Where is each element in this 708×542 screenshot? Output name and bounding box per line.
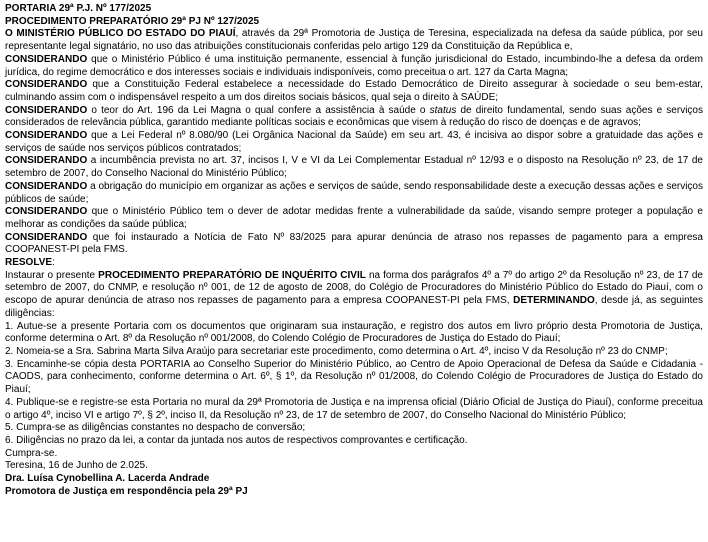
text-segment: Dra. Luísa Cynobellina A. Lacerda Andrade [5,473,210,485]
considerando-7 [5,206,703,231]
procedimento-number [5,16,703,29]
text-segment: que o Ministério Público tem o dever de adotar medidas frente a vulnerabilidade da saúde, visando sempre proteger a população e melhorar as condições da saúde pública; [5,206,703,230]
text-segment: , através da 29ª Promotoria de Justiça de Teresina, especializada na defesa da saúde pública, por seu representante legal signatário, no uso das atribuições constitucionais conferidas pelo artigo 129 da Constituição da República e, [5,28,703,53]
portaria-number [5,3,703,16]
text-segment: o teor do Art. 196 da Lei Magna o qual confere a assistência à saúde o [87,104,430,116]
considerando-2 [5,79,703,104]
text-segment: O MINISTÉRIO PÚBLICO DO ESTADO DO PIAUÍ [5,28,236,40]
text-segment: PROCEDIMENTO PREPARATÓRIO DE INQUÉRITO CIVIL [98,269,366,281]
resolve-heading [5,257,703,270]
text-segment: CONSIDERANDO [5,180,88,192]
text-segment: PROCEDIMENTO PREPARATÓRIO 29ª PJ Nº 127/2025 [5,15,260,27]
diligencia-4 [5,397,703,422]
text-segment: Promotora de Justiça em respondência pela 29ª PJ [5,485,248,497]
text-segment: que o Ministério Público é uma instituição permanente, essencial à função jurisdicional do Estado, incumbindo-lhe a defesa da ordem jurídica, do regime democrático e dos interesses sociais e individuais indisponíveis, como preceitua o art. 127 da Carta Magna; [5,53,703,78]
text-segment: , desde já, as seguintes diligências: [5,295,703,319]
diligencia-3 [5,359,703,397]
preamble [5,28,703,53]
text-segment: CONSIDERANDO [5,104,88,116]
text-segment: na forma dos parágrafos 4º a 7º do artigo 2º da Resolução nº 23, de 17 de setembro de 2007, do CNMP, e resolução nº 001, de 12 de agosto de 2008, do Colégio de Procuradores do Ministério Público do Estado do Piauí, com o escopo de apurar denúncia de atraso nos repasses de pagamento para a empresa COOPANEST-PI pela FMS, [5,269,703,307]
signature-name [5,473,703,486]
text-segment: 1. Autue-se a presente Portaria com os documentos que originaram sua instauração, e registro dos autos em livro próprio desta Promotoria de Justiça, conforme determina o Art. 8º da Resolução nº 001/2008, do Colendo Colégio de Procuradores de Justiça do Estado do Piauí; [5,320,703,345]
text-segment: 3. Encaminhe-se cópia desta PORTARIA ao Conselho Superior do Ministério Público, ao Centro de Apoio Operacional de Defesa da Saúde e Cidadania - CAODS, para conhecimento, conforme determina o Art. 6º, § 1º, da Resolução nº 01/2008, do Colendo Colégio de Procuradores de Justiça do Estado do Piauí; [5,358,703,396]
resolve-body [5,270,703,321]
text-segment: 5. Cumpra-se as diligências constantes no despacho de conversão; [5,422,306,434]
considerando-6 [5,181,703,206]
text-segment: de direito fundamental, sendo suas ações e serviços considerados de relevância pública, garantido mediante políticas sociais e econômicas que visem à redução do risco de doenças e de agravos; [5,104,703,129]
text-segment: CONSIDERANDO [5,155,88,167]
text-segment: Instaurar o presente [5,269,99,281]
diligencia-6 [5,435,703,448]
text-segment: Teresina, 16 de Junho de 2.025. [5,460,148,472]
text-segment: que a Constituição Federal estabelece a necessidade do Estado Democrático de Direito assegurar à sociedade o seu bem-estar, culminando assim com o indispensável respeito a um dos direitos sociais básicos, qual seja o direito à SAÚDE; [5,79,703,103]
text-segment: a obrigação do município em organizar as ações e serviços de saúde, sendo responsabilidade deste a execução dessas ações e serviços públicos de saúde; [5,180,703,205]
considerando-4 [5,130,703,155]
text-segment: que a Lei Federal nº 8.080/90 (Lei Orgânica Nacional da Saúde) em seu art. 43, é incisiva ao dispor sobre a gratuidade das ações e serviços de saúde nos serviços públicos contratados; [5,130,703,154]
diligencia-2 [5,346,703,359]
text-segment: que foi instaurado a Notícia de Fato Nº 83/2025 para apurar denúncia de atraso nos repasses de pagamento para a empresa COOPANEST-PI pela FMS. [5,231,703,256]
place-date [5,460,703,473]
text-segment: Cumpra-se. [5,447,58,459]
text-segment: : [52,257,55,269]
signature-role [5,486,703,499]
text-segment: CONSIDERANDO [5,206,88,218]
considerando-1 [5,54,703,79]
text-segment: DETERMINANDO [513,295,595,307]
considerando-3 [5,105,703,130]
diligencia-1 [5,321,703,346]
text-segment: 6. Diligências no prazo da lei, a contar da juntada nos autos de respectivos comprovantes e certificação. [5,434,468,446]
closing-order [5,448,703,461]
text-segment: 2. Nomeia-se a Sra. Sabrina Marta Silva Araújo para secretariar este procedimento, como determina o Art. 4º, inciso V da Resolução nº 23 do CNMP; [5,345,668,357]
diligencia-5 [5,422,703,435]
text-segment: CONSIDERANDO [5,53,88,65]
text-segment: status [429,104,457,116]
text-segment: 4. Publique-se e registre-se esta Portaria no mural da 29ª Promotoria de Justiça e na imprensa oficial (Diário Oficial de Justiça do Piauí), conforme preceitua o artigo 4º, inciso VI e artigo 7º, § 2º, inciso II, da Resolução nº 23, de 17 de setembro de 2007, do Conselho Nacional do Ministério Público; [5,396,703,421]
text-segment: CONSIDERANDO [5,231,88,243]
text-segment: PORTARIA 29ª P.J. Nº 177/2025 [5,3,152,14]
text-segment: CONSIDERANDO [5,79,88,91]
text-segment: RESOLVE [5,257,53,269]
text-segment: a incumbência prevista no art. 37, incisos I, V e VI da Lei Complementar Estadual nº 12/93 e o disposto na Resolução nº 23, de 17 de setembro de 2007, do Conselho Nacional do Ministério Público; [5,155,703,180]
text-segment: CONSIDERANDO [5,130,88,142]
considerando-8 [5,232,703,257]
considerando-5 [5,155,703,180]
